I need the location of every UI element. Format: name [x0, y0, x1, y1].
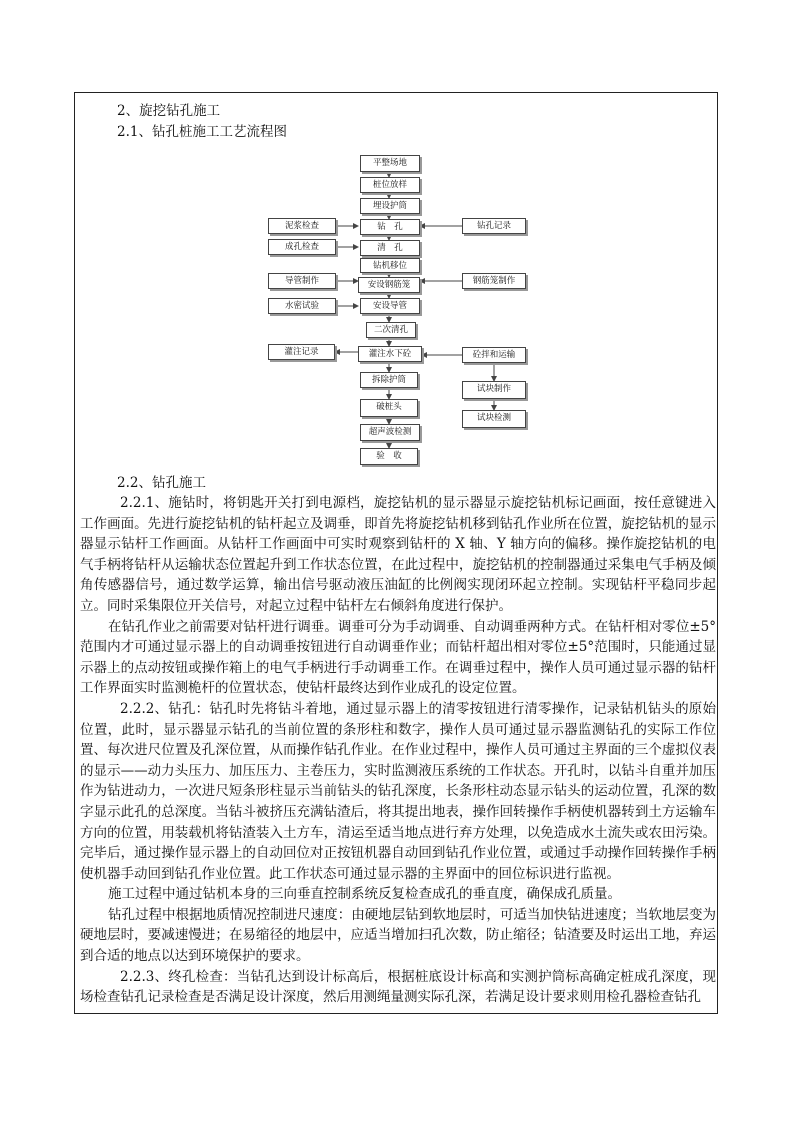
flow-step-7: 安设钢筋笼: [358, 277, 420, 293]
flow-left-3: 导管制作: [268, 273, 336, 289]
paragraph-2-2-1: 2.2.1、施钻时，将钥匙开关打到电源档，旋挖钻机的显示器显示旋挖钻机标记画面，按任意键进入工作画面。先进行旋挖钻机的钻杆起立及调垂，即首先将旋挖钻机移到钻孔作业所在位置，旋挖钻机的显示器显示钻杆工作画面。从钻杆工作画面中可实时观察到钻杆的 X 轴、Y 轴方向的偏移。操作旋挖钻机的电气手柄将钻杆从运输状态位置起升到工作状态位置，在此过程中，旋挖钻机的控制器通过采集电气手柄及倾角传感器信号，通过数学运算，输出信号驱动液压油缸的比例阀实现闭环起立控制。实现钻杆平稳同步起立。同时采集限位开关信号，对起立过程中钻杆左右倾斜角度进行保护。: [80, 495, 716, 614]
flow-step-9: 二次清孔: [366, 322, 416, 338]
flow-step-1: 平整场地: [360, 155, 420, 172]
flow-step-6: 钻机移位: [360, 258, 420, 273]
flow-right-3: 砼拌和运输: [462, 347, 526, 363]
paragraph-2-2-3: 2.2.3、终孔检查：当钻孔达到设计标高后，根据桩底设计标高和实测护筒标高确定桩成孔深度，现场检查钻孔记录检查是否满足设计深度，然后用测绳量测实际孔深，若满足设计要求则用检孔器检查钻孔: [80, 968, 716, 1006]
flow-step-13: 超声波检测: [360, 424, 420, 441]
flowchart-heading: 2.1、钻孔桩施工工艺流程图: [117, 124, 287, 140]
flow-left-4: 水密试验: [268, 298, 336, 314]
flow-right-1: 钻孔记录: [462, 218, 526, 234]
flow-left-1: 泥浆检查: [268, 218, 336, 234]
flow-step-11: 拆除护筒: [360, 372, 418, 388]
flow-left-2: 成孔检查: [268, 239, 336, 255]
construction-heading: 2.2、钻孔施工: [117, 475, 206, 491]
flow-right-2: 钢筋笼制作: [462, 273, 526, 289]
flow-right-5: 试块检测: [462, 410, 526, 428]
paragraph-alignment: 在钻孔作业之前需要对钻杆进行调垂。调垂可分为手动调垂、自动调垂两种方式。在钻杆相对零位±5°范围内才可通过显示器上的自动调垂按钮进行自动调垂作业；而钻杆超出相对零位±5°范围时，只能通过显示器上的点动按钮或操作箱上的电气手柄进行手动调垂工作。在调垂过程中，操作人员可通过显示器的钻杆工作界面实时监测桅杆的位置状态，使钻杆最终达到作业成孔的设定位置。: [80, 618, 716, 697]
flow-step-12: 破桩头: [360, 399, 418, 417]
flow-step-3: 埋设护筒: [360, 198, 420, 214]
flow-step-10: 灌注水下砼: [358, 346, 422, 362]
paragraph-2-2-2: 2.2.2、钻孔：钻孔时先将钻斗着地，通过显示器上的清零按钮进行清零操作，记录钻机钻头的原始位置，此时，显示器显示钻孔的当前位置的条形柱和数字，操作人员可通过显示器监测钻孔的实际工作位置、每次进尺位置及孔深位置，从而操作钻孔作业。在作业过程中，操作人员可通过主界面的三个虚拟仪表的显示——动力头压力、加压压力、主卷压力，实时监测液压系统的工作状态。开孔时，以钻斗自重并加压作为钻进动力，一次进尺短条形柱显示当前钻头的钻孔深度，长条形柱动态显示钻头的运动位置，孔深的数字显示此孔的总深度。当钻斗被挤压充满钻渣后，将其提出地表，操作回转操作手柄使机器转到土方运输车方向的位置，用装载机将钻渣装入土方车，清运至适当地点进行弃方处理，以免造成水土流失或农田污染。完毕后，通过操作显示器上的自动回位对正按钮机器自动回到钻孔作业位置，或通过手动操作回转操作手柄使机器手动回到钻孔作业位置。此工作状态可通过显示器的主界面中的回位标识进行监视。: [80, 700, 716, 882]
paragraph-verticality: 施工过程中通过钻机本身的三向垂直控制系统反复检查成孔的垂直度，确保成孔质量。: [108, 886, 621, 903]
body-text: [80, 493, 716, 1008]
flow-step-14: 验 收: [360, 448, 418, 465]
flow-step-5: 清 孔: [360, 240, 420, 256]
flow-step-8: 安设导管: [360, 298, 420, 314]
paragraph-drilling-speed: 钻孔过程中根据地质情况控制进尺速度：由硬地层钻到软地层时，可适当加快钻进速度；当软地层变为硬地层时，要减速慢进；在易缩径的地层中，应适当增加扫孔次数，防止缩径；钻渣要及时运出工地，弃运到合适的地点以达到环境保护的要求。: [80, 906, 716, 965]
flow-right-4: 试块制作: [462, 381, 526, 399]
section-heading: 2、旋挖钻孔施工: [117, 103, 221, 119]
flow-left-5: 灌注记录: [268, 344, 335, 360]
flow-step-4: 钻 孔: [360, 219, 420, 235]
flow-step-2: 桩位放样: [360, 177, 420, 193]
